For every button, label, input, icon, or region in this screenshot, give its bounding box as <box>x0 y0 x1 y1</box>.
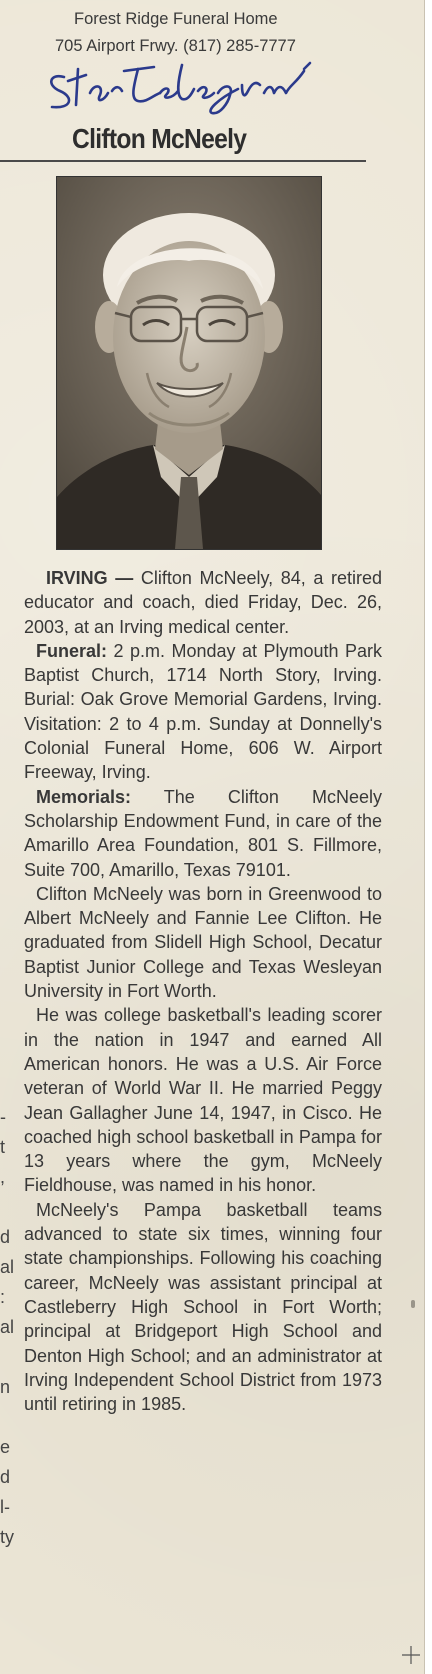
paragraph-text: 2 p.m. Monday at Plymouth Park Baptist Church, 1714 North Story, Irving. Burial: Oak Grove Memorial Gardens, Irving. Visitation: 2 to 4 p.m. Sunday at Donnelly's Colonial Funeral Home, 606 W. Airport Freeway, Irving. <box>24 640 382 783</box>
obituary-paragraph <box>24 639 382 785</box>
obituary-paragraph <box>24 566 382 639</box>
edge-fragment <box>0 1192 14 1222</box>
paragraph-lead: Funeral: <box>36 640 108 661</box>
edge-fragment <box>0 1342 14 1372</box>
edge-fragment: - <box>0 1107 6 1127</box>
edge-fragment: t <box>0 1137 6 1157</box>
edge-fragment: d <box>0 1227 11 1247</box>
obituary-body <box>24 566 382 1416</box>
edge-fragment: e <box>0 1437 11 1457</box>
crop-mark-icon <box>402 1646 420 1664</box>
paragraph-lead: IRVING — <box>46 568 134 588</box>
obituary-paragraph <box>24 882 382 1003</box>
paper-speck <box>411 1300 415 1308</box>
paragraph-text: The Clifton McNeely Scholarship Endowment Fund, in care of the Amarillo Area Foundation, 801 S. Fillmore, Suite 700, Amarillo, Texas 79101. <box>24 786 382 880</box>
portrait-photo <box>56 176 322 550</box>
handwritten-signature <box>42 55 332 119</box>
obituary-paragraph <box>24 785 382 882</box>
adjacent-column-fragments <box>0 1102 14 1552</box>
edge-fragment: n <box>0 1377 11 1397</box>
edge-fragment: : <box>0 1287 6 1307</box>
edge-fragment: l- <box>0 1497 10 1517</box>
paragraph-text: He was college basketball's leading scorer in the nation in 1947 and earned All American honors. He was a U.S. Air Force veteran of World War II. He married Peggy Jean Gallagher June 14, 1947, in Cisco. He coached high school basketball in Pampa for 13 years where the gym, McNeely Fieldhouse, was named in his honor. <box>24 1005 382 1196</box>
edge-fragment <box>0 1402 14 1432</box>
paragraph-lead: Memorials: <box>36 786 132 807</box>
funeral-home-name: Forest Ridge Funeral Home <box>74 10 278 28</box>
title-divider <box>0 160 366 162</box>
funeral-home-address: 705 Airport Frwy. (817) 285-7777 <box>55 37 296 55</box>
paragraph-text: Clifton McNeely was born in Greenwood to Albert McNeely and Fannie Lee Clifton. He graduated from Slidell High School, Decatur Baptist Junior College and Texas Wesleyan University in Fort Worth. <box>24 883 382 1002</box>
edge-fragment: al <box>0 1317 15 1337</box>
paragraph-text: McNeely's Pampa basketball teams advanced to state six times, winning four state championships. Following his coaching career, McNeely was assistant principal at Castleberry High School in Fort Worth; principal at Bridgeport High School and Denton High School; and an administrator at Irving Independent School District from 1973 until retiring in 1985. <box>24 1199 382 1415</box>
edge-fragment: al <box>0 1257 15 1277</box>
edge-fragment: , <box>0 1167 6 1187</box>
edge-fragment: ty <box>0 1527 15 1547</box>
obituary-title: Clifton McNeely <box>72 123 247 154</box>
paragraph-text: Clifton McNeely, 84, a retired educator and coach, died Friday, Dec. 26, 2003, at an Irving medical center. <box>24 568 382 637</box>
obituary-paragraph <box>24 1198 382 1417</box>
obituary-paragraph <box>24 1003 382 1197</box>
edge-fragment: d <box>0 1467 11 1487</box>
